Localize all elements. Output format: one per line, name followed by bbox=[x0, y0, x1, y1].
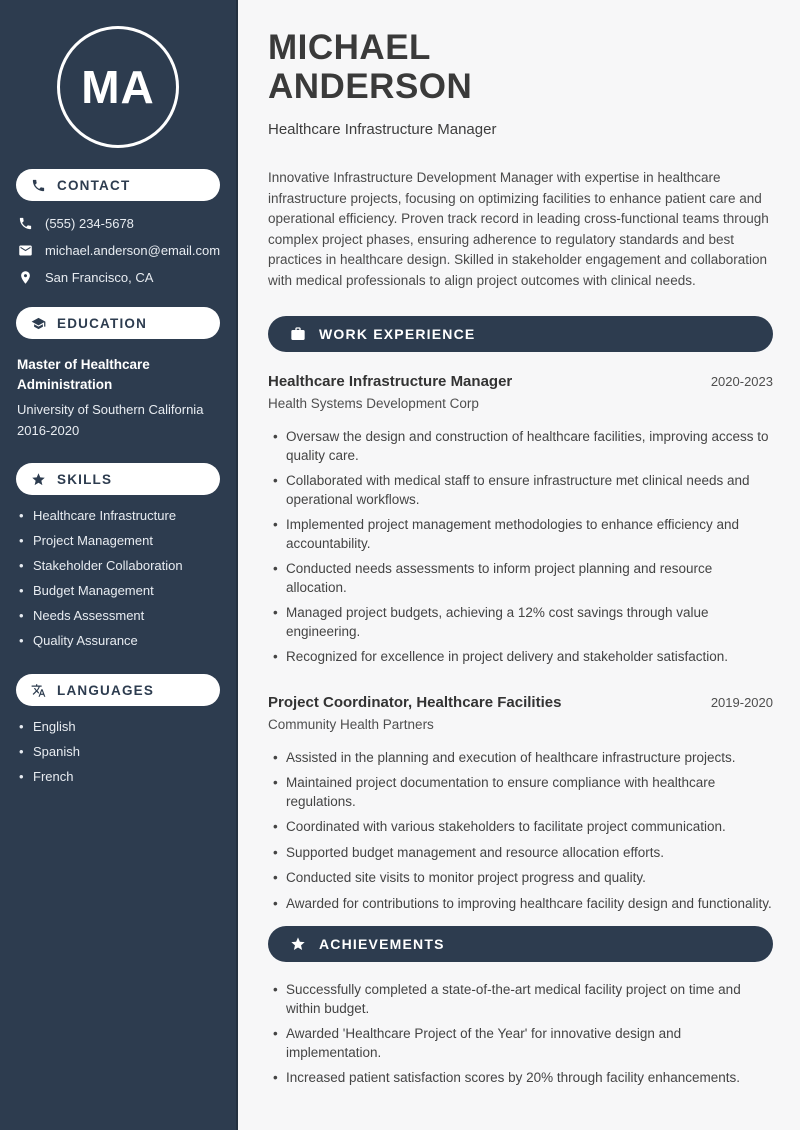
work-experience-section-title: WORK EXPERIENCE bbox=[319, 326, 476, 342]
star-icon bbox=[31, 472, 46, 487]
profile-summary: Innovative Infrastructure Development Manager with expertise in healthcare infrastructure projects, focusing on optimizing facilities to enhance patient care and operational efficiency. Proven track record in leading cross-functional teams through complex project phases, ensuring adherence to regulatory standards and best practices in healthcare design. Skilled in stakeholder engagement and collaboration with medical professionals to align project outcomes with clinical needs. bbox=[268, 170, 769, 288]
skills-section-header bbox=[16, 463, 220, 495]
contact-phone-row bbox=[16, 216, 220, 231]
education-school: University of Southern California bbox=[17, 402, 204, 417]
achievements-section-header bbox=[268, 926, 773, 962]
candidate-first-name: MICHAEL bbox=[268, 28, 431, 67]
location-text: San Francisco, CA bbox=[45, 270, 154, 285]
languages-list bbox=[16, 719, 220, 785]
job-bullet: • Maintained project documentation to ensure compliance with healthcare regulations. bbox=[273, 774, 773, 811]
phone-icon bbox=[31, 178, 46, 193]
job-bullet: • Managed project budgets, achieving a 12% cost savings through value engineering. bbox=[273, 604, 773, 641]
job-bullet-list bbox=[268, 428, 773, 667]
contact-section-header bbox=[16, 169, 220, 201]
skill-item: • Project Management bbox=[19, 533, 220, 549]
job-header bbox=[268, 694, 773, 711]
education-section-title: EDUCATION bbox=[57, 315, 148, 331]
candidate-last-name: ANDERSON bbox=[268, 67, 473, 106]
job-bullet: • Collaborated with medical staff to ensure infrastructure met clinical needs and operational workflows. bbox=[273, 472, 773, 509]
email-icon bbox=[18, 243, 33, 258]
achievements-section-title: ACHIEVEMENTS bbox=[319, 936, 445, 952]
skills-section-title: SKILLS bbox=[57, 471, 113, 487]
main-content bbox=[238, 0, 800, 1130]
translate-icon bbox=[31, 683, 46, 698]
graduation-cap-icon bbox=[31, 316, 46, 331]
candidate-title: Healthcare Infrastructure Manager bbox=[268, 121, 497, 138]
email-address: michael.anderson@email.com bbox=[45, 243, 221, 258]
job-bullet: • Assisted in the planning and execution of healthcare infrastructure projects. bbox=[273, 749, 773, 768]
job-bullet: • Awarded for contributions to improving healthcare facility design and functionality. bbox=[273, 895, 773, 914]
skills-list bbox=[16, 508, 220, 649]
star-icon bbox=[290, 936, 306, 952]
contact-list bbox=[16, 216, 220, 285]
language-item: • English bbox=[19, 719, 220, 735]
work-experience-section-header bbox=[268, 316, 773, 352]
candidate-name bbox=[268, 28, 773, 106]
job-company: Community Health Partners bbox=[268, 716, 434, 732]
skill-item: • Stakeholder Collaboration bbox=[19, 558, 220, 574]
job-company: Health Systems Development Corp bbox=[268, 396, 479, 411]
skill-item: • Healthcare Infrastructure bbox=[19, 508, 220, 524]
sidebar bbox=[0, 0, 238, 1130]
achievements-list bbox=[268, 981, 773, 1088]
language-item: • Spanish bbox=[19, 744, 220, 760]
job-role: Healthcare Infrastructure Manager bbox=[268, 373, 513, 390]
job-header bbox=[268, 373, 773, 390]
education-entry bbox=[16, 355, 220, 438]
education-section-header bbox=[16, 307, 220, 339]
job-bullet: • Coordinated with various stakeholders to facilitate project communication. bbox=[273, 818, 773, 837]
job-bullet-list bbox=[268, 749, 773, 914]
job-bullet: • Implemented project management methodologies to enhance efficiency and accountability. bbox=[273, 516, 773, 553]
contact-section-title: CONTACT bbox=[57, 177, 131, 193]
achievement-item: • Successfully completed a state-of-the-art medical facility project on time and within budget. bbox=[273, 981, 773, 1018]
contact-location-row bbox=[16, 270, 220, 285]
skill-item: • Budget Management bbox=[19, 583, 220, 599]
job-role: Project Coordinator, Healthcare Facilities bbox=[268, 693, 562, 711]
phone-icon bbox=[18, 216, 33, 231]
education-degree: Master of Healthcare Administration bbox=[17, 357, 150, 392]
contact-email-row bbox=[16, 243, 220, 258]
education-years: 2016-2020 bbox=[17, 423, 80, 438]
job-bullet: • Conducted site visits to monitor project progress and quality. bbox=[273, 869, 773, 888]
phone-number: (555) 234-5678 bbox=[45, 216, 134, 231]
job-dates: 2020-2023 bbox=[710, 374, 773, 389]
languages-section-title: LANGUAGES bbox=[57, 682, 155, 698]
achievement-item: • Increased patient satisfaction scores by 20% through facility enhancements. bbox=[273, 1069, 773, 1088]
achievement-item: • Awarded 'Healthcare Project of the Year' for innovative design and implementation. bbox=[273, 1025, 773, 1062]
location-icon bbox=[18, 270, 33, 285]
skill-item: • Needs Assessment bbox=[19, 608, 220, 624]
languages-section-header bbox=[16, 674, 220, 706]
job-bullet: • Supported budget management and resource allocation efforts. bbox=[273, 844, 773, 863]
job-bullet: • Oversaw the design and construction of healthcare facilities, improving access to quality care. bbox=[273, 428, 773, 465]
avatar bbox=[57, 26, 179, 148]
job-bullet: • Conducted needs assessments to inform project planning and resource allocation. bbox=[273, 560, 773, 597]
skill-item: • Quality Assurance bbox=[19, 633, 220, 649]
briefcase-icon bbox=[290, 326, 306, 342]
avatar-initials: MA bbox=[81, 61, 155, 113]
job-dates: 2019-2020 bbox=[710, 694, 773, 710]
job-bullet: • Recognized for excellence in project delivery and stakeholder satisfaction. bbox=[273, 648, 773, 667]
language-item: • French bbox=[19, 769, 220, 785]
